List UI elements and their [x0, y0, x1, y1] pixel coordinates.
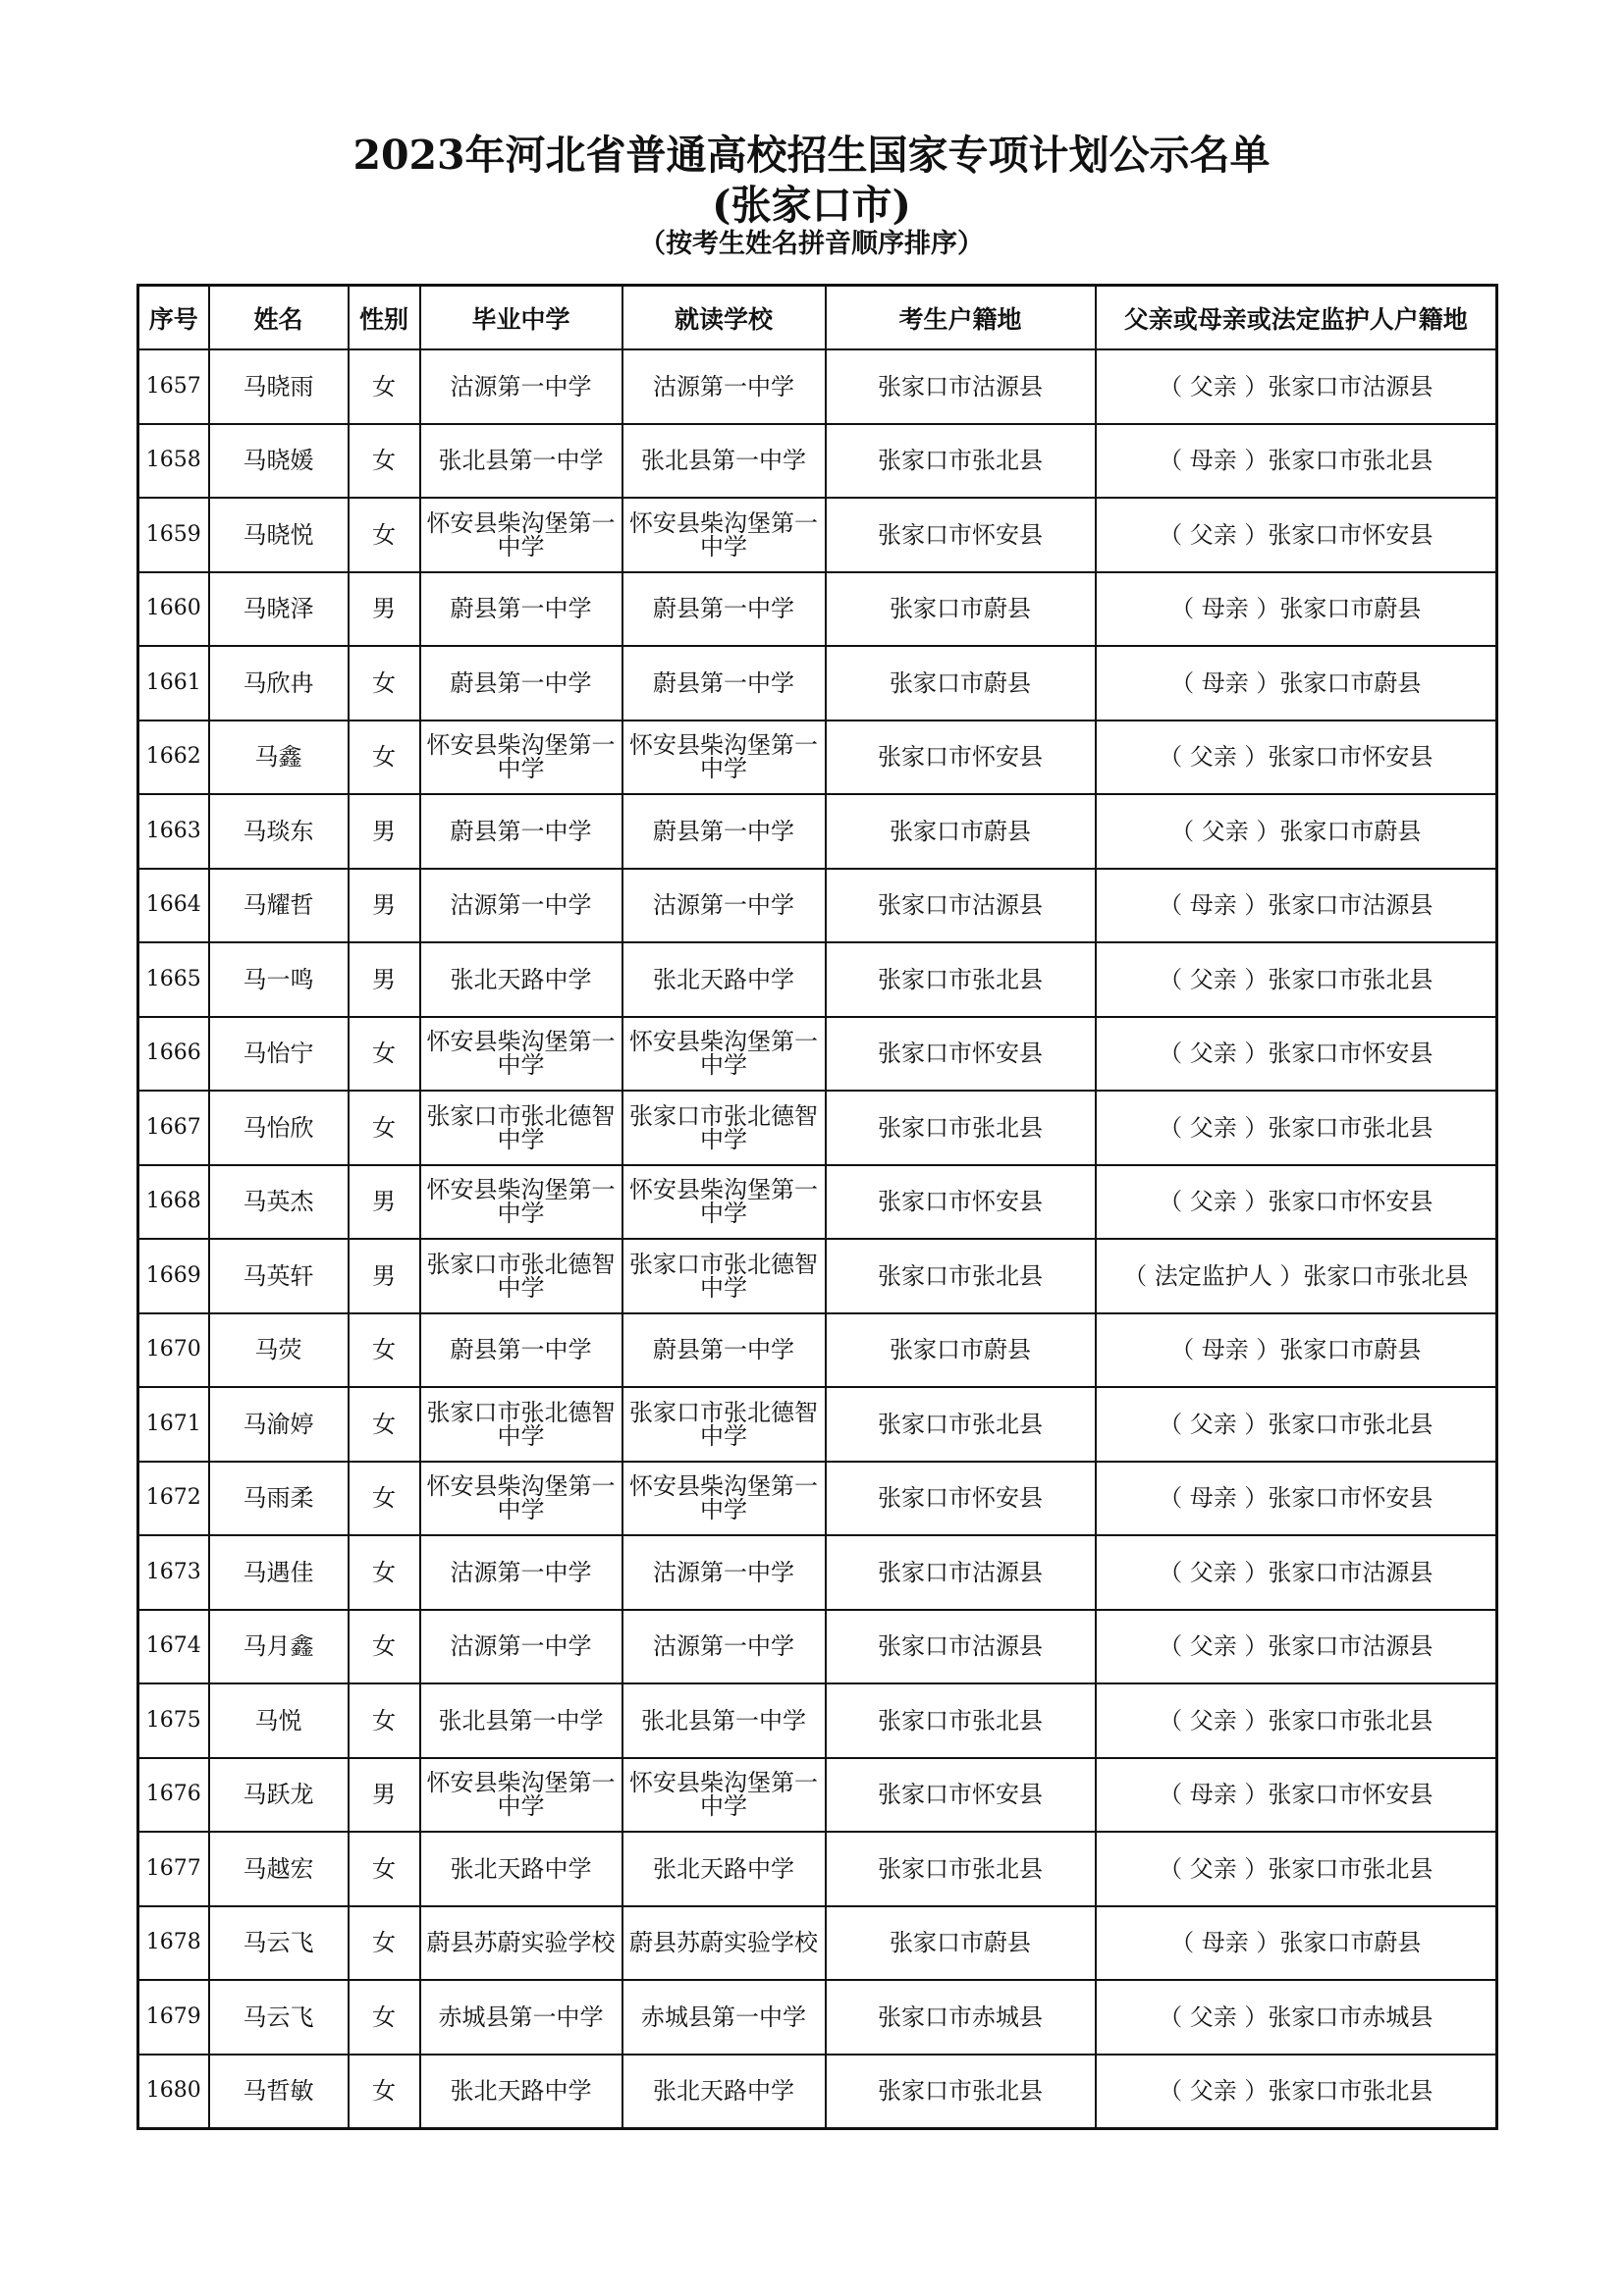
cell-parent-hukou: （ 母亲 ）张家口市张北县: [1096, 424, 1497, 499]
cell-name: 马晓雨: [209, 349, 349, 424]
cell-current-school: 怀安县柴沟堡第一中学: [622, 1758, 826, 1833]
cell-name: 马云飞: [209, 1980, 349, 2055]
cell-grad-school: 张北县第一中学: [420, 1683, 622, 1758]
cell-name: 马云飞: [209, 1906, 349, 1981]
cell-parent-hukou: （ 父亲 ）张家口市张北县: [1096, 1683, 1497, 1758]
cell-grad-school: 蔚县第一中学: [420, 646, 622, 721]
cell-seq: 1676: [138, 1758, 209, 1833]
cell-name: 马荧: [209, 1313, 349, 1388]
cell-seq: 1678: [138, 1906, 209, 1981]
cell-gender: 女: [349, 1017, 420, 1092]
cell-grad-school: 怀安县柴沟堡第一中学: [420, 1017, 622, 1092]
cell-name: 马渝婷: [209, 1387, 349, 1462]
cell-gender: 男: [349, 869, 420, 943]
header-seq: 序号: [138, 286, 209, 350]
cell-parent-hukou: （ 父亲 ）张家口市怀安县: [1096, 721, 1497, 795]
cell-gender: 女: [349, 1832, 420, 1906]
table-row: [138, 1832, 1497, 1906]
cell-parent-hukou: （ 母亲 ）张家口市怀安县: [1096, 1758, 1497, 1833]
cell-gender: 女: [349, 1387, 420, 1462]
cell-parent-hukou: （ 母亲 ）张家口市蔚县: [1096, 1313, 1497, 1388]
cell-hukou: 张家口市沽源县: [826, 869, 1096, 943]
table-row: [138, 942, 1497, 1017]
cell-grad-school: 张北天路中学: [420, 1832, 622, 1906]
table-row: [138, 1239, 1497, 1313]
cell-grad-school: 张北天路中学: [420, 942, 622, 1017]
cell-grad-school: 怀安县柴沟堡第一中学: [420, 498, 622, 572]
cell-grad-school: 沽源第一中学: [420, 1610, 622, 1684]
cell-grad-school: 赤城县第一中学: [420, 1980, 622, 2055]
cell-hukou: 张家口市赤城县: [826, 1980, 1096, 2055]
roster-table: [136, 284, 1498, 2130]
table-row: [138, 349, 1497, 424]
cell-hukou: 张家口市怀安县: [826, 1462, 1096, 1536]
cell-gender: 男: [349, 1239, 420, 1313]
cell-current-school: 张家口市张北德智中学: [622, 1239, 826, 1313]
cell-grad-school: 怀安县柴沟堡第一中学: [420, 1165, 622, 1240]
cell-grad-school: 蔚县第一中学: [420, 572, 622, 647]
cell-seq: 1680: [138, 2055, 209, 2129]
cell-hukou: 张家口市怀安县: [826, 1017, 1096, 1092]
cell-gender: 女: [349, 498, 420, 572]
cell-hukou: 张家口市张北县: [826, 1387, 1096, 1462]
table-row: [138, 1535, 1497, 1610]
table-row: [138, 498, 1497, 572]
cell-gender: 女: [349, 1683, 420, 1758]
document-title: 2023年河北省普通高校招生国家专项计划公示名单: [352, 132, 1271, 179]
table-row: [138, 1313, 1497, 1388]
cell-current-school: 沽源第一中学: [622, 869, 826, 943]
cell-parent-hukou: （ 父亲 ）张家口市张北县: [1096, 942, 1497, 1017]
cell-current-school: 张家口市张北德智中学: [622, 1091, 826, 1165]
cell-parent-hukou: （ 父亲 ）张家口市怀安县: [1096, 1017, 1497, 1092]
cell-hukou: 张家口市张北县: [826, 1832, 1096, 1906]
cell-name: 马跃龙: [209, 1758, 349, 1833]
header-hukou: 考生户籍地: [826, 286, 1096, 350]
cell-seq: 1662: [138, 721, 209, 795]
cell-current-school: 沽源第一中学: [622, 349, 826, 424]
cell-seq: 1657: [138, 349, 209, 424]
cell-name: 马琰东: [209, 794, 349, 869]
cell-hukou: 张家口市张北县: [826, 2055, 1096, 2129]
cell-hukou: 张家口市张北县: [826, 424, 1096, 499]
cell-hukou: 张家口市沽源县: [826, 1610, 1096, 1684]
cell-hukou: 张家口市怀安县: [826, 721, 1096, 795]
cell-grad-school: 蔚县第一中学: [420, 794, 622, 869]
cell-current-school: 沽源第一中学: [622, 1535, 826, 1610]
table-row: [138, 572, 1497, 647]
cell-grad-school: 怀安县柴沟堡第一中学: [420, 1758, 622, 1833]
cell-name: 马月鑫: [209, 1610, 349, 1684]
table-row: [138, 1091, 1497, 1165]
cell-gender: 男: [349, 942, 420, 1017]
cell-hukou: 张家口市张北县: [826, 1683, 1096, 1758]
cell-name: 马晓媛: [209, 424, 349, 499]
cell-hukou: 张家口市蔚县: [826, 1313, 1096, 1388]
table-row: [138, 869, 1497, 943]
header-grad-school: 毕业中学: [420, 286, 622, 350]
cell-name: 马一鸣: [209, 942, 349, 1017]
cell-gender: 男: [349, 1165, 420, 1240]
cell-seq: 1658: [138, 424, 209, 499]
cell-seq: 1673: [138, 1535, 209, 1610]
cell-current-school: 蔚县第一中学: [622, 1313, 826, 1388]
cell-name: 马哲敏: [209, 2055, 349, 2129]
table-row: [138, 1906, 1497, 1981]
cell-seq: 1667: [138, 1091, 209, 1165]
cell-name: 马英轩: [209, 1239, 349, 1313]
cell-grad-school: 蔚县苏蔚实验学校: [420, 1906, 622, 1981]
table-row: [138, 721, 1497, 795]
cell-seq: 1671: [138, 1387, 209, 1462]
cell-current-school: 张家口市张北德智中学: [622, 1387, 826, 1462]
cell-parent-hukou: （ 父亲 ）张家口市张北县: [1096, 2055, 1497, 2129]
cell-seq: 1677: [138, 1832, 209, 1906]
header-gender: 性别: [349, 286, 420, 350]
cell-hukou: 张家口市怀安县: [826, 1165, 1096, 1240]
cell-current-school: 怀安县柴沟堡第一中学: [622, 1165, 826, 1240]
cell-parent-hukou: （ 父亲 ）张家口市张北县: [1096, 1832, 1497, 1906]
cell-name: 马耀哲: [209, 869, 349, 943]
cell-parent-hukou: （ 父亲 ）张家口市沽源县: [1096, 1610, 1497, 1684]
table-row: [138, 1017, 1497, 1092]
cell-grad-school: 怀安县柴沟堡第一中学: [420, 721, 622, 795]
cell-name: 马雨柔: [209, 1462, 349, 1536]
cell-seq: 1661: [138, 646, 209, 721]
header-row: [138, 286, 1497, 350]
cell-grad-school: 沽源第一中学: [420, 1535, 622, 1610]
cell-parent-hukou: （ 父亲 ）张家口市怀安县: [1096, 498, 1497, 572]
table-row: [138, 646, 1497, 721]
cell-current-school: 张北天路中学: [622, 1832, 826, 1906]
cell-parent-hukou: （ 母亲 ）张家口市怀安县: [1096, 1462, 1497, 1536]
cell-gender: 男: [349, 1758, 420, 1833]
cell-hukou: 张家口市蔚县: [826, 1906, 1096, 1981]
cell-seq: 1665: [138, 942, 209, 1017]
cell-gender: 男: [349, 794, 420, 869]
table-row: [138, 794, 1497, 869]
document-subtitle: (张家口市): [712, 182, 911, 229]
cell-parent-hukou: （ 法定监护人 ）张家口市张北县: [1096, 1239, 1497, 1313]
cell-gender: 男: [349, 572, 420, 647]
cell-seq: 1669: [138, 1239, 209, 1313]
cell-seq: 1675: [138, 1683, 209, 1758]
cell-seq: 1664: [138, 869, 209, 943]
cell-name: 马悦: [209, 1683, 349, 1758]
cell-gender: 女: [349, 1091, 420, 1165]
cell-gender: 女: [349, 1906, 420, 1981]
cell-gender: 女: [349, 1535, 420, 1610]
header-name: 姓名: [209, 286, 349, 350]
header-parent-hukou: 父亲或母亲或法定监护人户籍地: [1096, 286, 1497, 350]
sort-note: （按考生姓名拼音顺序排序）: [639, 229, 984, 259]
cell-hukou: 张家口市蔚县: [826, 794, 1096, 869]
cell-current-school: 张北县第一中学: [622, 424, 826, 499]
cell-gender: 女: [349, 721, 420, 795]
cell-current-school: 蔚县苏蔚实验学校: [622, 1906, 826, 1981]
cell-parent-hukou: （ 父亲 ）张家口市怀安县: [1096, 1165, 1497, 1240]
cell-current-school: 蔚县第一中学: [622, 794, 826, 869]
cell-name: 马怡欣: [209, 1091, 349, 1165]
cell-gender: 女: [349, 2055, 420, 2129]
table-row: [138, 1387, 1497, 1462]
table-row: [138, 1683, 1497, 1758]
cell-seq: 1674: [138, 1610, 209, 1684]
cell-parent-hukou: （ 母亲 ）张家口市蔚县: [1096, 646, 1497, 721]
cell-current-school: 张北县第一中学: [622, 1683, 826, 1758]
cell-gender: 女: [349, 424, 420, 499]
cell-gender: 女: [349, 1610, 420, 1684]
table-body: [138, 349, 1497, 2129]
table-row: [138, 2055, 1497, 2129]
table-row: [138, 1610, 1497, 1684]
header-current-school: 就读学校: [622, 286, 826, 350]
cell-parent-hukou: （ 父亲 ）张家口市蔚县: [1096, 794, 1497, 869]
cell-current-school: 蔚县第一中学: [622, 572, 826, 647]
cell-gender: 女: [349, 1313, 420, 1388]
cell-seq: 1679: [138, 1980, 209, 2055]
cell-hukou: 张家口市蔚县: [826, 572, 1096, 647]
cell-current-school: 张北天路中学: [622, 942, 826, 1017]
cell-current-school: 蔚县第一中学: [622, 646, 826, 721]
cell-gender: 女: [349, 1980, 420, 2055]
cell-seq: 1659: [138, 498, 209, 572]
cell-grad-school: 张北县第一中学: [420, 424, 622, 499]
cell-gender: 女: [349, 1462, 420, 1536]
cell-seq: 1660: [138, 572, 209, 647]
table-row: [138, 1165, 1497, 1240]
cell-current-school: 怀安县柴沟堡第一中学: [622, 1462, 826, 1536]
cell-grad-school: 张北天路中学: [420, 2055, 622, 2129]
cell-seq: 1670: [138, 1313, 209, 1388]
cell-grad-school: 张家口市张北德智中学: [420, 1091, 622, 1165]
cell-parent-hukou: （ 父亲 ）张家口市张北县: [1096, 1387, 1497, 1462]
cell-current-school: 赤城县第一中学: [622, 1980, 826, 2055]
table-row: [138, 1758, 1497, 1833]
cell-hukou: 张家口市怀安县: [826, 498, 1096, 572]
cell-hukou: 张家口市张北县: [826, 1239, 1096, 1313]
cell-parent-hukou: （ 母亲 ）张家口市蔚县: [1096, 1906, 1497, 1981]
cell-parent-hukou: （ 父亲 ）张家口市沽源县: [1096, 1535, 1497, 1610]
cell-parent-hukou: （ 父亲 ）张家口市沽源县: [1096, 349, 1497, 424]
cell-name: 马英杰: [209, 1165, 349, 1240]
cell-name: 马欣冉: [209, 646, 349, 721]
cell-parent-hukou: （ 母亲 ）张家口市蔚县: [1096, 572, 1497, 647]
cell-grad-school: 蔚县第一中学: [420, 1313, 622, 1388]
cell-grad-school: 沽源第一中学: [420, 869, 622, 943]
cell-seq: 1668: [138, 1165, 209, 1240]
cell-current-school: 沽源第一中学: [622, 1610, 826, 1684]
cell-hukou: 张家口市怀安县: [826, 1758, 1096, 1833]
cell-seq: 1663: [138, 794, 209, 869]
table-row: [138, 424, 1497, 499]
cell-current-school: 张北天路中学: [622, 2055, 826, 2129]
table-row: [138, 1980, 1497, 2055]
cell-name: 马晓泽: [209, 572, 349, 647]
cell-name: 马越宏: [209, 1832, 349, 1906]
cell-grad-school: 怀安县柴沟堡第一中学: [420, 1462, 622, 1536]
cell-parent-hukou: （ 母亲 ）张家口市沽源县: [1096, 869, 1497, 943]
cell-current-school: 怀安县柴沟堡第一中学: [622, 1017, 826, 1092]
cell-name: 马鑫: [209, 721, 349, 795]
cell-hukou: 张家口市沽源县: [826, 1535, 1096, 1610]
cell-hukou: 张家口市蔚县: [826, 646, 1096, 721]
cell-gender: 女: [349, 646, 420, 721]
cell-parent-hukou: （ 父亲 ）张家口市张北县: [1096, 1091, 1497, 1165]
cell-current-school: 怀安县柴沟堡第一中学: [622, 498, 826, 572]
cell-grad-school: 沽源第一中学: [420, 349, 622, 424]
cell-grad-school: 张家口市张北德智中学: [420, 1239, 622, 1313]
cell-grad-school: 张家口市张北德智中学: [420, 1387, 622, 1462]
cell-name: 马晓悦: [209, 498, 349, 572]
table-row: [138, 1462, 1497, 1536]
cell-seq: 1666: [138, 1017, 209, 1092]
cell-gender: 女: [349, 349, 420, 424]
cell-name: 马怡宁: [209, 1017, 349, 1092]
cell-hukou: 张家口市沽源县: [826, 349, 1096, 424]
cell-seq: 1672: [138, 1462, 209, 1536]
cell-hukou: 张家口市张北县: [826, 1091, 1096, 1165]
cell-name: 马遇佳: [209, 1535, 349, 1610]
cell-parent-hukou: （ 父亲 ）张家口市赤城县: [1096, 1980, 1497, 2055]
cell-current-school: 怀安县柴沟堡第一中学: [622, 721, 826, 795]
cell-hukou: 张家口市张北县: [826, 942, 1096, 1017]
